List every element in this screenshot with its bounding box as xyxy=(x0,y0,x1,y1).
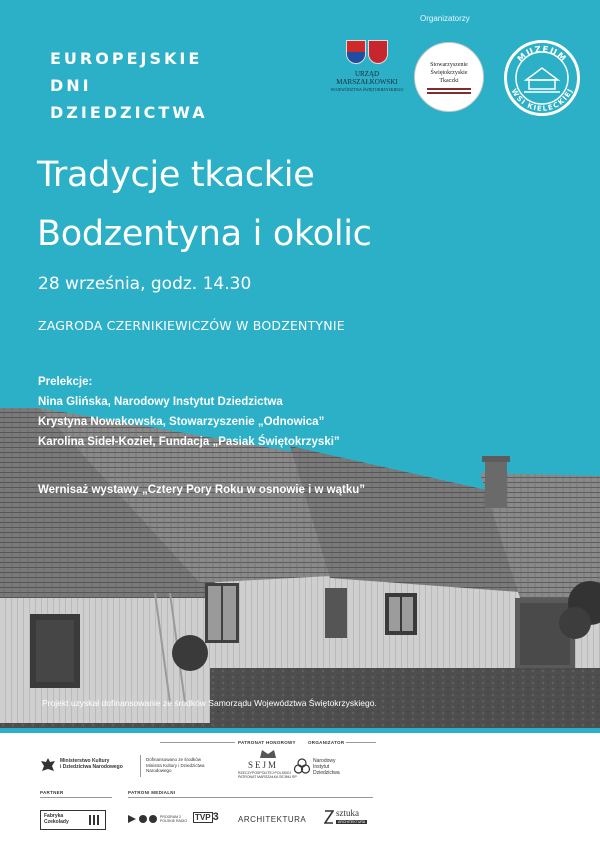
lecture-item: Karolina Sideł-Kozieł, Fundacja „Pasiak Świętokrzyski” xyxy=(38,436,340,448)
media-patrons-label: PATRONI MEDIALNI xyxy=(128,790,176,795)
marshal-office-logo: URZĄD MARSZAŁKOWSKI WOJEWÓDZTWA ŚWIĘTOKRZYSKIEGO xyxy=(328,40,406,94)
museum-top-text: MUZEUM xyxy=(515,44,569,65)
stripes-icon xyxy=(427,88,471,94)
lectures-label: Prelekcje: xyxy=(38,376,93,388)
sejm-logo: SEJM xyxy=(248,760,279,770)
partner-label: PARTNER xyxy=(40,790,64,795)
crest-left-icon xyxy=(346,40,366,64)
funding-note: Projekt uzyskał dofinansowanie ze środków Samorządu Województwa Świętokrzyskiego. xyxy=(42,698,377,708)
weavers-association-logo: Stowarzyszenie Świętokrzyskie Tkaczki xyxy=(414,42,484,112)
funded-note: Dofinansowano ze środków Ministra Kultury i Dziedzictwa Narodowego xyxy=(146,757,205,773)
lecture-item: Nina Glińska, Narodowy Instytut Dziedzictwa xyxy=(38,396,283,408)
eagle-icon xyxy=(40,757,56,775)
event-date: 28 września, godz. 14.30 xyxy=(38,274,252,294)
exhibition-opening: Wernisaż wystawy „Cztery Pory Roku w osnowie i w wątku” xyxy=(38,484,365,496)
architektura-logo: ARCHITEKTURA xyxy=(238,815,307,824)
museum-emblem-icon xyxy=(504,40,580,116)
event-title: Tradycje tkackie Bodzentyna i okolic xyxy=(37,155,372,254)
tvp3-logo: TVP 3 xyxy=(195,811,219,823)
chocolate-factory-logo: Fabryka Czekolady xyxy=(40,810,106,830)
polskie-radio-logo: PROGRAM 2 POLSKIE RADIO xyxy=(160,815,188,823)
sejm-subtitle: RZECZYPOSPOLITEJ POLSKIEJ PATRONAT MARSZAŁKA SEJMU RP xyxy=(238,771,297,779)
sztuka-icon xyxy=(324,809,334,825)
nid-logo: Narodowy Instytut Dziedzictwa xyxy=(313,758,340,776)
partners-section xyxy=(0,733,600,848)
grid-icon xyxy=(89,815,101,825)
event-venue: ZAGRODA CZERNIKIEWICZÓW W BODZENTYNIE xyxy=(38,318,345,333)
honorary-patronage-label: PATRONAT HONOROWY xyxy=(238,740,296,745)
sztuka-subtitle: ARCHITEKTURA xyxy=(338,820,366,824)
organizers-label: Organizatorzy xyxy=(420,14,470,23)
crest-right-icon xyxy=(368,40,388,64)
ministry-logo: Ministerstwo Kultury i Dziedzictwa Narodowego xyxy=(60,758,123,770)
radio-dots-icon xyxy=(128,813,158,825)
museum-bottom-text: WSI KIELECKIEJ xyxy=(509,87,575,113)
organizer-label: ORGANIZATOR xyxy=(308,740,345,745)
village-museum-logo xyxy=(504,40,580,116)
lecture-item: Krystyna Nowakowska, Stowarzyszenie „Odnowica” xyxy=(38,416,325,428)
european-heritage-days-logo: EUROPEJSKIE DNI DZIEDZICTWA xyxy=(50,49,208,122)
lectures-block xyxy=(38,372,340,452)
svg-text:MUZEUM xyxy=(516,45,568,65)
sejm-crown-icon xyxy=(258,747,278,759)
nid-knot-icon xyxy=(293,757,311,775)
organizer-logos xyxy=(328,38,588,118)
sztuka-logo: sztuka xyxy=(336,808,359,818)
